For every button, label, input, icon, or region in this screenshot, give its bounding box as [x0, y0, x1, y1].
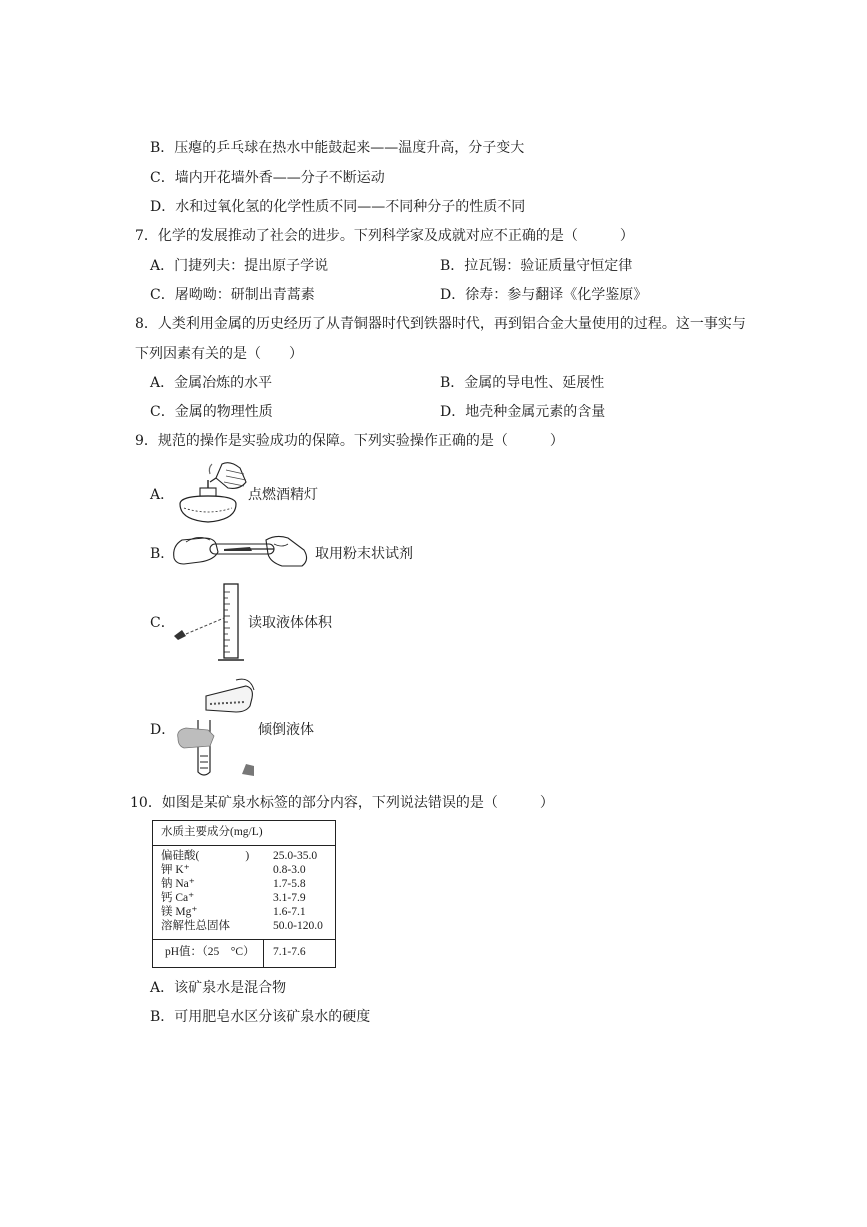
q7-option-a: A．门捷列夫：提出原子学说: [150, 258, 329, 274]
q6-option-c: C．墙内开花墙外香——分子不断运动: [150, 170, 385, 186]
graduated-cylinder-figure: [168, 580, 248, 666]
q10-option-b: B．可用肥皂水区分该矿泉水的硬度: [150, 1009, 371, 1025]
q8-option-c: C．金属的物理性质: [150, 404, 273, 420]
q9-option-c-letter: C．: [150, 615, 175, 631]
q9-option-a-letter: A．: [150, 487, 175, 503]
label-row-name: 钾 K⁺: [161, 864, 190, 876]
label-row-value: 25.0-35.0: [273, 850, 318, 862]
q9-option-b-letter: B．: [150, 546, 175, 562]
label-row-value: 1.6-7.1: [273, 906, 306, 918]
q9-option-c-caption: 读取液体体积: [248, 615, 332, 631]
label-row-value: 3.1-7.9: [273, 892, 306, 904]
alcohol-lamp-lighting-figure: [170, 460, 250, 528]
label-row-value: 1.7-5.8: [273, 878, 306, 890]
q7-option-d: D．徐寿：参与翻译《化学鉴原》: [440, 287, 648, 303]
label-row-name: 钙 Ca⁺: [161, 892, 195, 904]
q6-option-d: D．水和过氧化氢的化学性质不同——不同种分子的性质不同: [150, 199, 526, 215]
label-row-name: 偏硅酸( ): [161, 850, 250, 862]
label-ph-value: 7.1-7.6: [273, 946, 306, 958]
q9-option-d-caption: 倾倒液体: [258, 722, 314, 738]
q10-stem: 10．如图是某矿泉水标签的部分内容，下列说法错误的是（ ）: [130, 795, 554, 811]
q7-option-b: B．拉瓦锡：验证质量守恒定律: [440, 258, 633, 274]
q8-stem-line1: 8．人类利用金属的历史经历了从青铜器时代到铁器时代，再到铝合金大量使用的过程。这一事实与: [135, 316, 746, 332]
q10-option-a: A．该矿泉水是混合物: [150, 980, 287, 996]
q8-option-a: A．金属冶炼的水平: [150, 375, 273, 391]
label-row-value: 0.8-3.0: [273, 864, 306, 876]
label-ph-name: pH值：（25 °C）: [165, 946, 255, 958]
q8-option-d: D．地壳种金属元素的含量: [440, 404, 606, 420]
q9-option-b-caption: 取用粉末状试剂: [315, 546, 413, 562]
q7-stem: 7．化学的发展推动了社会的进步。下列科学家及成就对应不正确的是（ ）: [135, 228, 634, 244]
label-row-value: 50.0-120.0: [273, 920, 323, 932]
q8-option-b: B．金属的导电性、延展性: [440, 375, 605, 391]
label-row-name: 镁 Mg⁺: [161, 906, 198, 918]
q6-option-b: B．压瘪的乒乓球在热水中能鼓起来——温度升高，分子变大: [150, 140, 525, 156]
pouring-liquid-figure: [170, 676, 265, 780]
label-header: 水质主要成分(mg/L): [161, 826, 263, 838]
q7-option-c: C．屠呦呦：研制出青蒿素: [150, 287, 315, 303]
q9-option-d-letter: D．: [150, 722, 176, 738]
label-row-name: 钠 Na⁺: [161, 878, 195, 890]
q9-stem: 9．规范的操作是实验成功的保障。下列实验操作正确的是（ ）: [135, 433, 564, 449]
label-row-name: 溶解性总固体: [161, 920, 230, 932]
q8-stem-line2: 下列因素有关的是（ ）: [135, 346, 303, 362]
mineral-water-label-table: [152, 820, 336, 968]
powder-reagent-figure: [170, 530, 315, 572]
q9-option-a-caption: 点燃酒精灯: [248, 487, 318, 503]
